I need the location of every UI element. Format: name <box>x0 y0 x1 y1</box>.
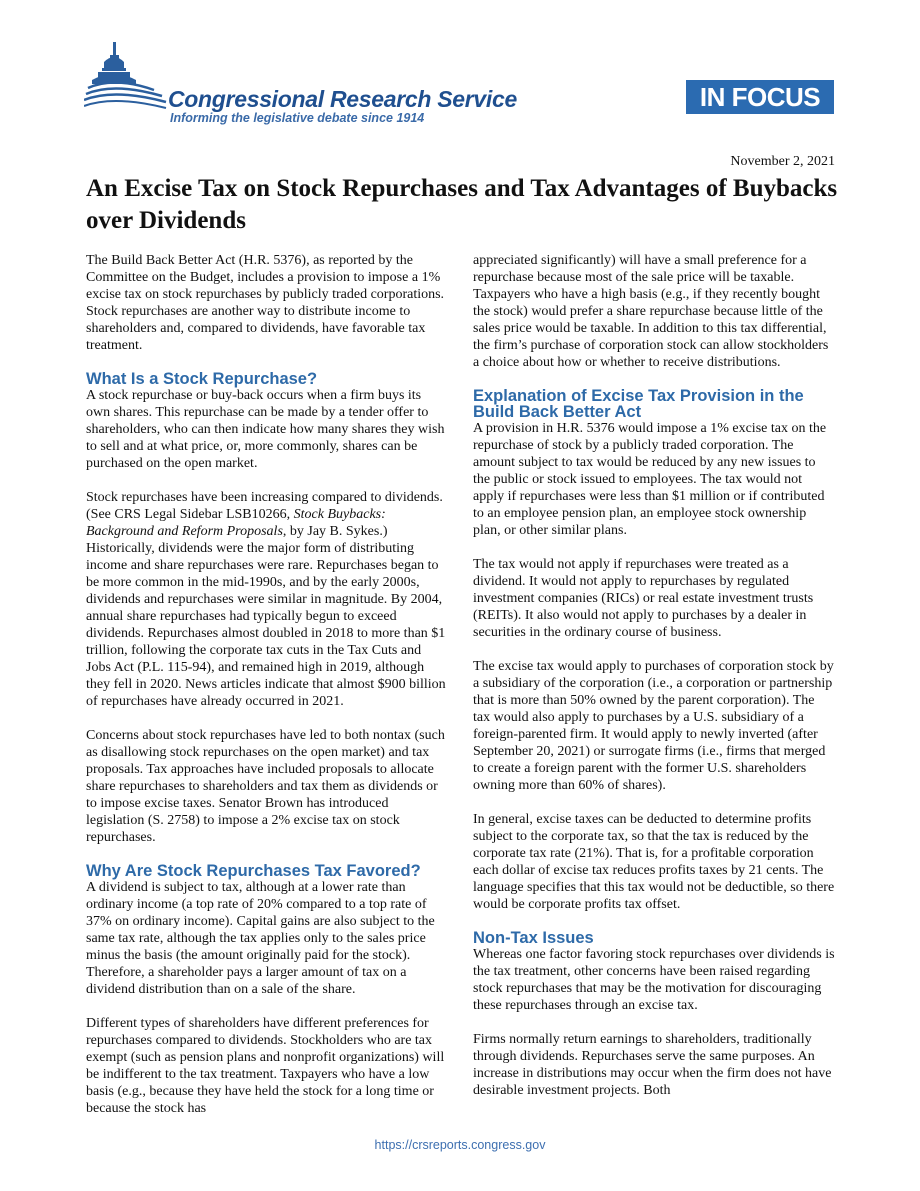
continued-paragraph: appreciated significantly) will have a small preference for a repurchase because most of the sale price will be taxable. Taxpayers who have a high basis (e.g., if they recently bought the stock) would prefer a share repurchase because little of the sales price would be taxable. In addition to this tax differential, the firm’s purchase of corporation stock can allow stockholders a choice about how or whether to receive distributions. <box>473 253 829 370</box>
heading-explanation: Explanation of Excise Tax Provision in the Build Back Better Act <box>473 387 804 421</box>
report-title-italic: Stock Buybacks: Background and Reform Proposals <box>86 507 386 539</box>
explanation-paragraph-3: The excise tax would apply to purchases of corporation stock by a subsidiary of the corporation (i.e., a corporation or partnership that is more than 50% owned by the parent corporation). The tax would also apply to purchases by a U.S. subsidiary of a foreign-parented firm. It would apply to newly inverted (after September 20, 2021) or surrogate firms (i.e., firms that merged to create a foreign parent with the former U.S. shareholders owning more than 60% of shares). <box>473 659 834 793</box>
nontax-paragraph-2: Firms normally return earnings to shareholders, traditionally through dividends. Repurchases serve the same purposes. An increase in distributions may occur when the firm does not have desirable investment projects. Both <box>473 1032 832 1098</box>
what-paragraph-1: A stock repurchase or buy-back occurs when a firm buys its own shares. This repurchase can be made by a tender offer to shareholders, who can then indicate how many shares they wish to sell and at what price, or, more commonly, shares can be purchased on the open market. <box>86 388 445 471</box>
publication-date: November 2, 2021 <box>730 154 835 169</box>
heading-why-tax-favored: Why Are Stock Repurchases Tax Favored? <box>86 862 421 880</box>
explanation-paragraph-4: In general, excise taxes can be deducted to determine profits subject to the corporate tax, so that the tax is reduced by the corporate tax rate (21%). That is, for a profitable corporation each dollar of excise tax reduces profits taxes by 21 cents. The language specifies that this tax would not be deductible, so there would be corporate profits tax offset. <box>473 812 835 912</box>
capitol-dome-icon <box>84 38 168 128</box>
org-name: Congressional Research Service <box>168 86 517 112</box>
text-span: Stock repurchases have been increasing compared to dividends. (See CRS Legal Sidebar LSB10266, <box>86 490 443 522</box>
footer-url-link[interactable]: https://crsreports.congress.gov <box>374 1138 546 1152</box>
why-paragraph-2: Different types of shareholders have different preferences for repurchases compared to dividends. Stockholders who are tax exempt (such as pension plans and nonprofit organizations) will be indifferent to the tax treatment. Taxpayers who have a low basis (e.g., because they have held the stock for a long time or because the stock has <box>86 1016 445 1116</box>
org-tagline: Informing the legislative debate since 1914 <box>170 111 425 125</box>
crs-masthead <box>84 38 517 128</box>
explanation-paragraph-2: The tax would not apply if repurchases were treated as a dividend. It would not apply to repurchases by regulated investment companies (RICs) or real estate investment trusts (REITs). It also would not apply to purchases by a dealer in securities in the ordinary course of business. <box>473 557 814 640</box>
intro-paragraph: The Build Back Better Act (H.R. 5376), as reported by the Committee on the Budget, includes a provision to impose a 1% excise tax on stock repurchases by publicly traded corporations. Stock repurchases are another way to distribute income to shareholders and, compared to dividends, have favorable tax treatment. <box>86 253 445 353</box>
why-paragraph-1: A dividend is subject to tax, although at a lower rate than ordinary income (a top rate of 20% compared to a top rate of 37% on ordinary income). Capital gains are also subject to the same tax rate, although the tax applies only to the sales price minus the basis (the amount originally paid for the stock). Therefore, a shareholder pays a larger amount of tax on a dividend distribution than on a sale of the share. <box>86 880 435 997</box>
what-paragraph-3: Concerns about stock repurchases have led to both nontax (such as disallowing stock repurchases on the open market) and tax proposals. Tax approaches have included proposals to allocate share repurchases to shareholders and tax them as dividends or to impose excise taxes. Senator Brown has introduced legislation (S. 2758) to impose a 2% excise tax on stock repurchases. <box>86 728 445 845</box>
what-paragraph-2 <box>86 489 448 710</box>
in-focus-badge: IN FOCUS <box>686 80 834 114</box>
page-title: An Excise Tax on Stock Repurchases and Tax Advantages of Buybacks over Dividends <box>86 175 838 234</box>
right-column <box>473 252 835 1099</box>
left-column <box>86 252 448 1117</box>
heading-non-tax-issues: Non-Tax Issues <box>473 929 594 947</box>
explanation-paragraph-1: A provision in H.R. 5376 would impose a 1% excise tax on the repurchase of stock by a publicly traded corporation. The amount subject to tax would be reduced by any new issues to the public or stock issued to employees. The tax would not apply if repurchases were less than $1 million or if contributed to an employee pension plan, an employee stock ownership plan, or other similar plans. <box>473 421 827 538</box>
text-span: , by Jay B. Sykes.) Historically, dividends were the major form of distributing income and share repurchases were rare. Repurchases began to be more common in the mid-1990s, and by the early 2000s, dividends and repurchases were similar in magnitude. By 2004, annual share repurchases had typically begun to exceed dividends. Repurchases almost doubled in 2018 to more than $1 trillion, following the corporate tax cuts in the Tax Cuts and Jobs Act (P.L. 115-94), and remained high in 2019, although they fell in 2020. News articles indicate that almost $900 billion of repurchases have already occurred in 2021. <box>86 524 446 709</box>
heading-what-is-repurchase: What Is a Stock Repurchase? <box>86 370 318 388</box>
nontax-paragraph-1: Whereas one factor favoring stock repurchases over dividends is the tax treatment, other concerns have been raised regarding stock repurchases that may be the motivation for discouraging these repurchases through an excise tax. <box>473 947 835 1013</box>
